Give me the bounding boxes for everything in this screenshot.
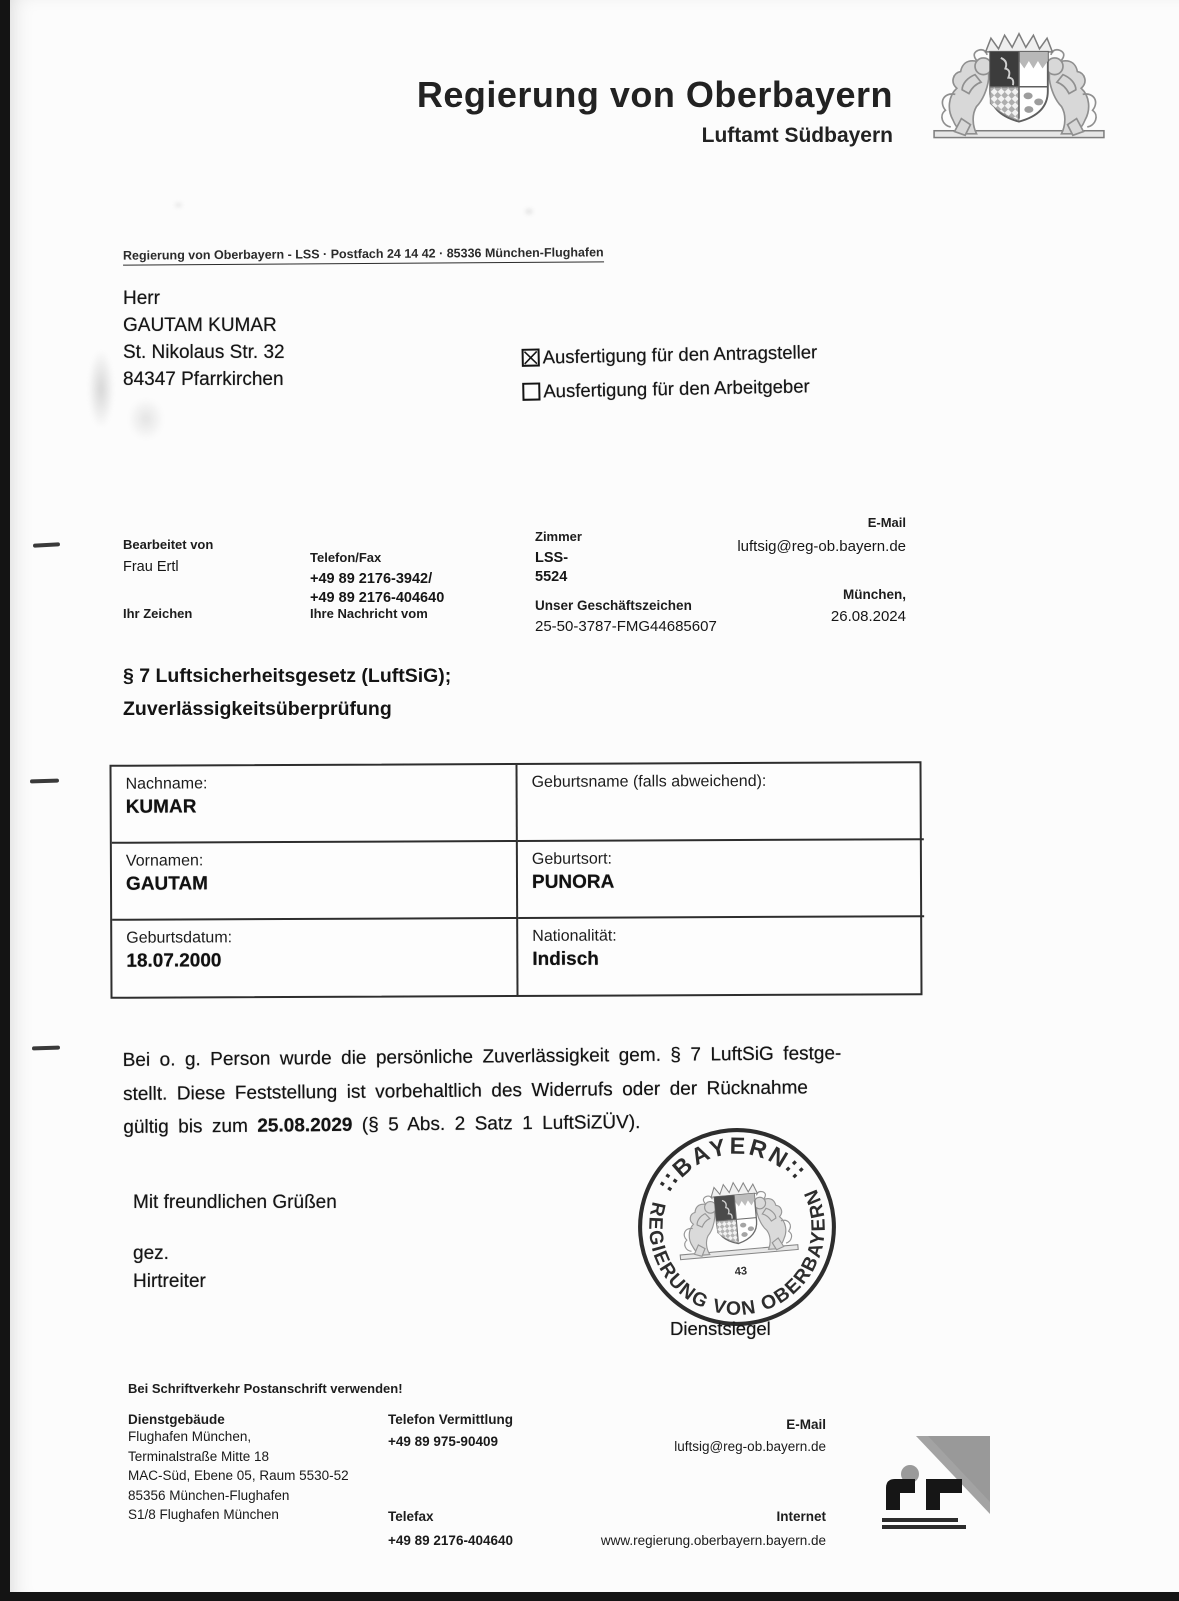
footer-telefon-label: Telefon Vermittlung bbox=[388, 1412, 514, 1427]
ihr-zeichen-label: Ihr Zeichen bbox=[123, 606, 193, 621]
table-cell-geburtsname bbox=[517, 763, 923, 842]
scan-smudge bbox=[524, 208, 534, 215]
footer-email-value: luftsig@reg-ob.bayern.de bbox=[674, 1439, 826, 1454]
ihre-nachricht-label: Ihre Nachricht vom bbox=[310, 606, 428, 621]
scan-border-bottom bbox=[0, 1592, 1179, 1601]
zimmer-value-2: 5524 bbox=[535, 569, 568, 585]
subject-line-2: Zuverlässigkeitsüberprüfung bbox=[123, 698, 392, 720]
cell-value: PUNORA bbox=[531, 871, 615, 893]
gez-label: gez. bbox=[133, 1243, 169, 1264]
address-line: S1/8 Flughafen München bbox=[128, 1507, 279, 1522]
seal-top-text: ∷BAYERN∷ bbox=[654, 1132, 811, 1196]
copy-option-label: Ausfertigung für den Arbeitgeber bbox=[543, 375, 810, 402]
fold-mark bbox=[30, 778, 59, 783]
telefon-value-2: +49 89 2176-404640 bbox=[310, 590, 445, 606]
scan-smudge bbox=[88, 350, 114, 428]
seal-number: 43 bbox=[734, 1265, 748, 1279]
validity-date: 25.08.2029 bbox=[257, 1114, 353, 1137]
fold-mark bbox=[33, 542, 60, 547]
person-data-table bbox=[109, 761, 922, 999]
cell-value bbox=[532, 793, 924, 795]
body-line-2: stellt. Diese Feststellung ist vorbehaltlich des Widerrufs oder der Rücknahme bbox=[122, 1076, 809, 1105]
body-line-3: gültig bis zum 25.08.2029 (§ 5 Abs. 2 Satz 1 LuftSiZÜV). bbox=[123, 1112, 641, 1138]
ort-label: München, bbox=[843, 587, 906, 602]
seal-ring-text: REGIERUNG VON OBERBAYERN bbox=[644, 1185, 830, 1321]
checkbox-checked-icon bbox=[522, 348, 540, 366]
seal-caption: Dienstsiegel bbox=[670, 1318, 771, 1339]
email-label: E-Mail bbox=[867, 515, 906, 530]
bearbeitet-von-label: Bearbeitet von bbox=[123, 537, 214, 552]
cell-value: Indisch bbox=[532, 948, 599, 970]
recipient-city: 84347 Pfarrkirchen bbox=[123, 369, 284, 390]
copy-option-antragsteller bbox=[521, 335, 817, 375]
address-line: Terminalstraße Mitte 18 bbox=[128, 1448, 270, 1464]
fold-mark bbox=[32, 1046, 60, 1051]
telefon-fax-label: Telefon/Fax bbox=[310, 550, 382, 565]
copy-option-label: Ausfertigung für den Antragsteller bbox=[542, 341, 818, 368]
datum-value: 26.08.2024 bbox=[830, 608, 906, 625]
table-cell-nationalitaet bbox=[518, 917, 924, 995]
footer-email-label: E-Mail bbox=[786, 1417, 826, 1432]
footer-internet-label: Internet bbox=[776, 1509, 826, 1524]
subject-line-1: § 7 Luftsicherheitsgesetz (LuftSiG); bbox=[123, 665, 452, 687]
table-cell-geburtsdatum bbox=[112, 919, 518, 997]
footer-note: Bei Schriftverkehr Postanschrift verwenden! bbox=[128, 1381, 403, 1396]
cell-label: Nationalität: bbox=[532, 927, 617, 945]
copy-designation bbox=[521, 335, 818, 409]
bearbeitet-von-value: Frau Ertl bbox=[123, 559, 179, 575]
body-line-1: Bei o. g. Person wurde die persönliche Zuverlässigkeit gem. § 7 LuftSiG festge- bbox=[122, 1043, 842, 1071]
scan-smudge bbox=[128, 398, 164, 440]
subject-line bbox=[123, 660, 451, 726]
zimmer-value-1: LSS- bbox=[535, 550, 569, 566]
cell-label: Vornamen: bbox=[125, 852, 204, 870]
cell-value: KUMAR bbox=[125, 796, 197, 818]
footer-dienstgebaeude bbox=[128, 1412, 349, 1525]
page-title: Regierung von Oberbayern bbox=[416, 74, 893, 115]
table-cell-nachname bbox=[112, 765, 518, 844]
scan-smudge bbox=[174, 202, 183, 208]
closing-greeting: Mit freundlichen Grüßen bbox=[133, 1192, 337, 1213]
signer-name: Hirtreiter bbox=[133, 1271, 206, 1292]
seal-coat-of-arms-icon bbox=[674, 1178, 798, 1260]
telefon-value-1: +49 89 2176-3942/ bbox=[310, 571, 433, 587]
cell-value: GAUTAM bbox=[125, 873, 209, 895]
cell-label: Geburtsname (falls abweichend): bbox=[531, 772, 767, 791]
geschaeftszeichen-value: 25-50-3787-FMG44685607 bbox=[535, 618, 717, 635]
bavaria-coat-of-arms-icon bbox=[928, 26, 1110, 146]
cell-label: Geburtsort: bbox=[531, 850, 612, 868]
sender-return-address: Regierung von Oberbayern - LSS · Postfach 24 14 42 · 85336 München-Flughafen bbox=[123, 245, 604, 265]
official-seal bbox=[626, 1116, 847, 1337]
zimmer-label: Zimmer bbox=[535, 529, 582, 544]
letterhead bbox=[417, 74, 893, 148]
recipient-name: GAUTAM KUMAR bbox=[123, 315, 277, 336]
email-value: luftsig@reg-ob.bayern.de bbox=[737, 538, 906, 555]
signature-block bbox=[133, 1240, 206, 1296]
footer-telefax-value: +49 89 2176-404640 bbox=[388, 1533, 513, 1548]
copy-option-arbeitgeber bbox=[522, 369, 818, 409]
recipient-street: St. Nikolaus Str. 32 bbox=[123, 342, 285, 363]
checkbox-unchecked-icon bbox=[522, 382, 540, 400]
footer-telefax-label: Telefax bbox=[388, 1509, 434, 1524]
scan-border-left bbox=[0, 0, 10, 1601]
table-cell-vornamen bbox=[112, 842, 518, 921]
page-subtitle: Luftamt Südbayern bbox=[701, 124, 893, 147]
dienstgebaeude-label: Dienstgebäude bbox=[128, 1412, 225, 1427]
cell-label: Geburtsdatum: bbox=[126, 929, 233, 947]
geschaeftszeichen-label: Unser Geschäftszeichen bbox=[535, 598, 692, 613]
audit-certificate-logo-icon bbox=[868, 1422, 1008, 1542]
address-line: Flughafen München, bbox=[128, 1429, 252, 1444]
footer-internet-value: www.regierung.oberbayern.bayern.de bbox=[600, 1533, 826, 1548]
address-line: 85356 München-Flughafen bbox=[128, 1487, 290, 1503]
recipient-salutation: Herr bbox=[123, 288, 160, 309]
table-cell-geburtsort bbox=[518, 840, 924, 919]
cell-value: 18.07.2000 bbox=[126, 950, 222, 972]
footer-telefon-value: +49 89 975-90409 bbox=[388, 1434, 498, 1449]
recipient-address bbox=[123, 285, 285, 393]
address-line: MAC-Süd, Ebene 05, Raum 5530-52 bbox=[128, 1468, 349, 1483]
cell-label: Nachname: bbox=[125, 775, 208, 793]
